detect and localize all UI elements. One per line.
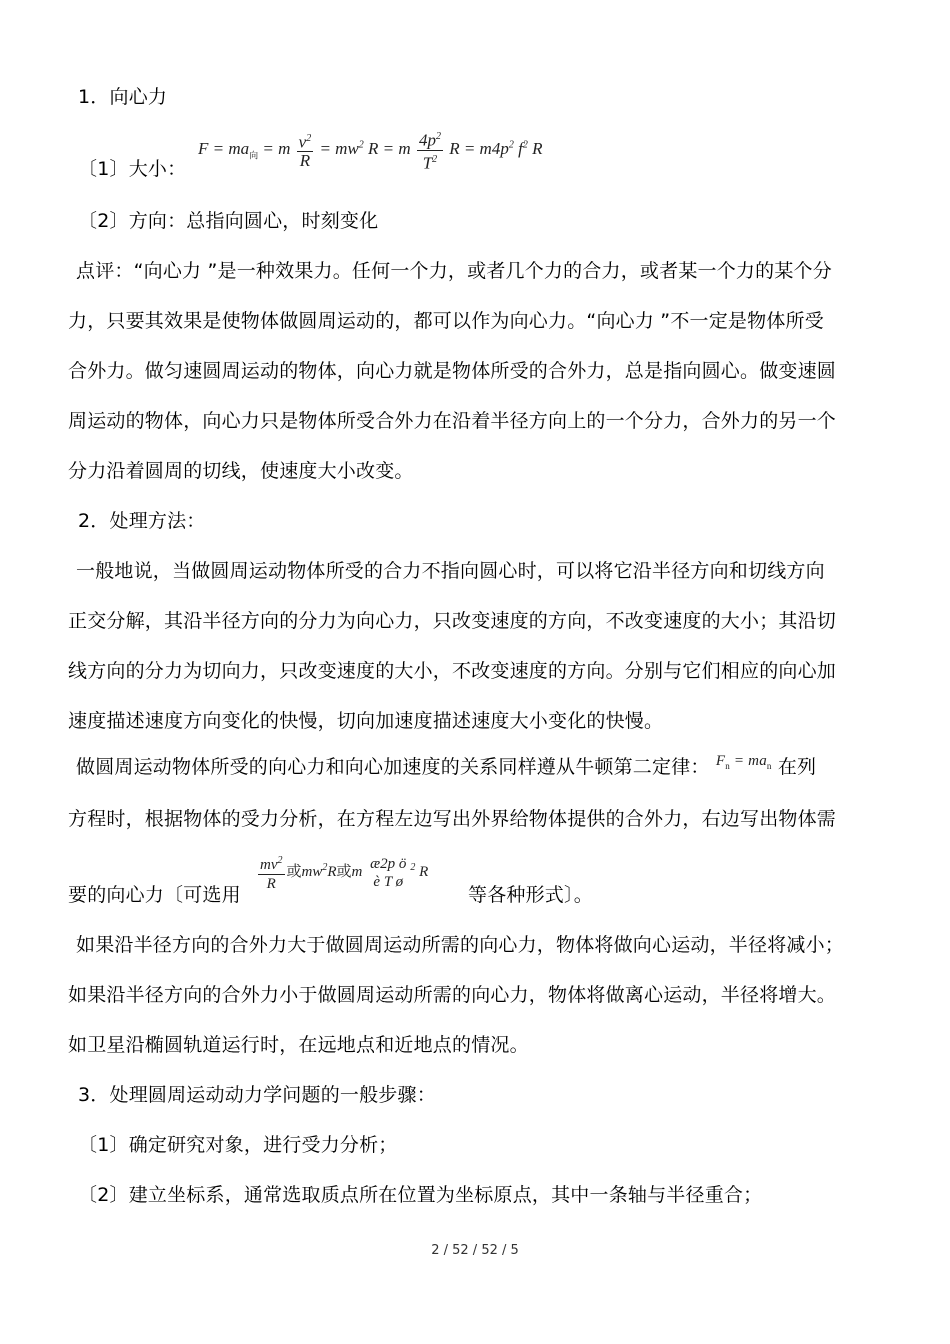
- formula-part: = ma: [212, 139, 250, 159]
- formula-part: = ma: [733, 753, 767, 769]
- section3-title: 3．处理圆周运动动力学问题的一般步骤：: [78, 1084, 436, 1106]
- fraction-4p2-over-t2: [417, 128, 443, 172]
- outcome-line-1: 如果沿半径方向的合外力大于做圆周运动所需的向心力，物体将做向心运动，半径将减小；: [76, 934, 845, 956]
- formula-exponent: 2: [432, 153, 438, 165]
- formula-part: è T ø: [373, 873, 404, 890]
- method-line-4: 速度描述速度方向变化的快慢，切向加速度描述速度大小变化的快慢。: [68, 710, 664, 732]
- formula-subscript: 向: [249, 150, 259, 161]
- formula-part: mw: [301, 863, 323, 880]
- formula-subscript: n: [766, 761, 772, 771]
- formula-exponent: 2: [322, 861, 328, 873]
- step-2: 〔2〕建立坐标系，通常选取质点所在位置为坐标原点，其中一条轴与半径重合；: [78, 1184, 763, 1206]
- formula-part: R: [266, 876, 276, 892]
- fraction-mv2-over-r: [258, 852, 285, 893]
- comment-line-5: 分力沿着圆周的切线，使速度大小改变。: [68, 460, 414, 482]
- formula-part: = mw: [319, 139, 359, 159]
- outcome-line-2: 如果沿半径方向的合外力小于做圆周运动所需的向心力，物体将做离心运动，半径将增大。: [68, 984, 837, 1006]
- text-span: 要的向心力〔可选用: [68, 884, 241, 906]
- fn-formula: [716, 753, 772, 769]
- formula-part: R: [532, 139, 543, 159]
- comment-line-2: 力，只要其效果是使物体做圆周运动的，都可以作为向心力。“向心力 ”不一定是物体所受: [68, 310, 824, 332]
- formula-part: R: [327, 863, 337, 880]
- formula-part: = m: [262, 139, 291, 159]
- formula-part: æ2p ö: [370, 855, 407, 872]
- size-label: 〔1〕大小：: [78, 158, 187, 180]
- section2-title: 2．处理方法：: [78, 510, 206, 532]
- step-1: 〔1〕确定研究对象，进行受力分析；: [78, 1134, 398, 1156]
- formula-symbol-f: F: [198, 139, 209, 159]
- outcome-line-3: 如卫星沿椭圆轨道运行时，在远地点和近地点的情况。: [68, 1034, 529, 1056]
- alternative-formulas: [256, 852, 428, 893]
- section1-title: 1．向心力: [78, 86, 168, 108]
- newton-line-2: 方程时，根据物体的受力分析，在方程左边写出外界给物体提供的合外力，右边写出物体需: [68, 808, 837, 830]
- formula-exponent: 2: [435, 131, 441, 142]
- formula-part: R = m4p: [449, 139, 509, 159]
- formula-exponent: 2: [522, 139, 528, 151]
- method-line-3: 线方向的分力为切向力，只改变速度的大小，不改变速度的方向。分别与它们相应的向心加: [68, 660, 837, 682]
- fraction-v2-over-r: [297, 130, 314, 171]
- formula-exponent: 2: [277, 855, 283, 866]
- formula-part: R: [419, 863, 429, 880]
- formula-part: 4p: [418, 130, 436, 150]
- formula-part: f: [518, 139, 523, 159]
- formula-part: v: [298, 132, 307, 152]
- direction-line: 〔2〕方向：总指向圆心，时刻变化: [78, 210, 379, 232]
- formula-part: m: [351, 863, 363, 880]
- text-span: 或: [286, 863, 302, 880]
- formula-part: mv: [260, 857, 278, 873]
- formula-exponent: 2: [410, 861, 416, 873]
- newton-line-1: [76, 753, 896, 788]
- newton-line-3-end: 等各种形式〕。: [468, 884, 593, 906]
- text-span: 或: [336, 863, 352, 880]
- text-span: 在列: [777, 756, 817, 778]
- formula-part: F: [715, 753, 726, 769]
- text-span: 做圆周运动物体所受的向心力和向心加速度的关系同样遵从牛顿第二定律：: [76, 756, 710, 778]
- comment-line-3: 合外力。做匀速圆周运动的物体，向心力就是物体所受的合外力，总是指向圆心。做变速圆: [68, 360, 837, 382]
- formula-part: R = m: [368, 139, 411, 159]
- formula-part: T: [422, 153, 433, 173]
- bracket-2p-over-t: [368, 855, 408, 891]
- comment-line-4: 周运动的物体，向心力只是物体所受合外力在沿着半径方向上的一个分力，合外力的另一个: [68, 410, 837, 432]
- method-line-1: 一般地说，当做圆周运动物体所受的合力不指向圆心时，可以将它沿半径方向和切线方向: [76, 560, 825, 582]
- formula-exponent: 2: [306, 132, 312, 144]
- page-number: 2 / 52 / 52 / 5: [431, 1243, 519, 1258]
- formula-exponent: 2: [508, 139, 514, 151]
- formula-subscript: n: [725, 761, 730, 771]
- method-line-2: 正交分解，其沿半径方向的分力为向心力，只改变速度的方向，不改变速度的大小；其沿切: [68, 610, 837, 632]
- centripetal-force-formula: [198, 128, 542, 172]
- comment-line-1: 点评：“向心力 ”是一种效果力。任何一个力，或者几个力的合力，或者某一个力的某个分: [76, 260, 832, 282]
- formula-exponent: 2: [358, 139, 364, 151]
- formula-part: R: [299, 151, 311, 171]
